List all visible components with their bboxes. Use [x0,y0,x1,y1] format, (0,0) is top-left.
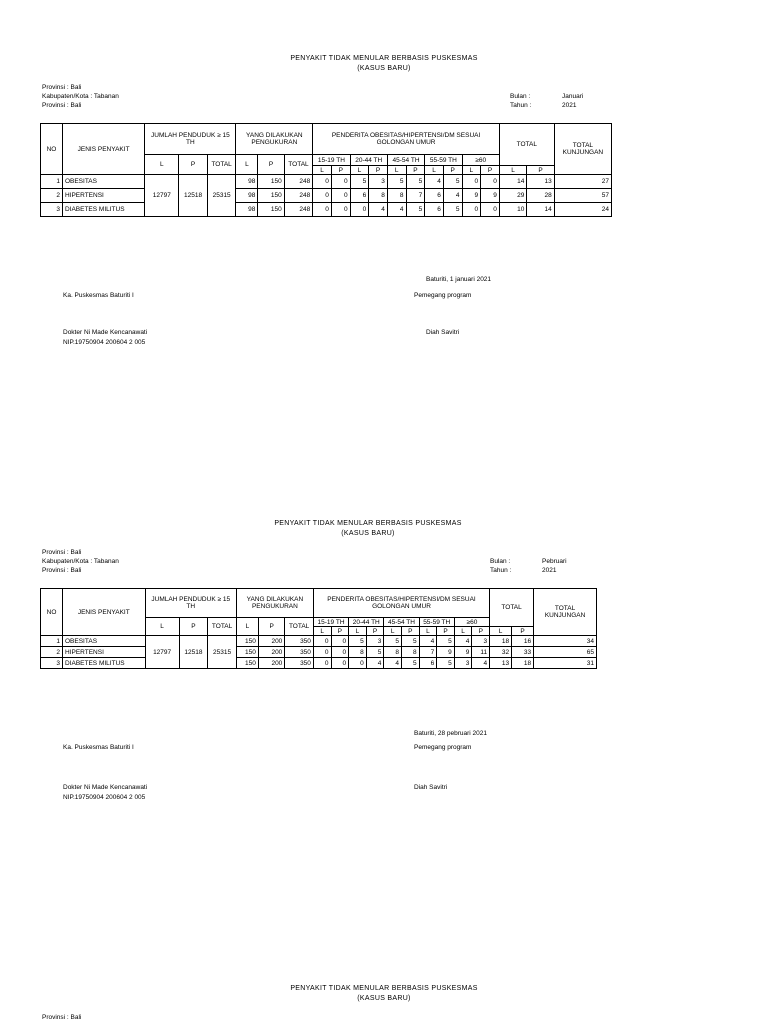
header-p: P [179,155,208,175]
header-l: L [350,166,369,175]
header-l: L [145,155,179,175]
meta-left: Provinsi : Bali [42,1014,82,1021]
sign-right-name: Diah Savitri [426,329,460,336]
table-row: 2 HIPERTENSI 150 200 350 0 0 8 5 8 8 7 9 9 11 32 33 65 [41,647,597,658]
header-no: NO [41,589,63,636]
header-p: P [258,618,284,636]
header-total: TOTAL [499,124,554,166]
header-p: P [443,166,462,175]
table-row: 3 DIABETES MILITUS 150 200 350 0 0 0 4 4 5 6 5 3 4 13 18 31 [41,658,597,669]
header-total: TOTAL [207,155,236,175]
header-age-group: 45-54 TH [387,155,424,166]
table-row: 1 OBESITAS 12797 12518 25315 150 200 350 0 0 5 3 5 5 4 5 4 3 18 16 34 [41,636,597,647]
header-l: L [462,166,481,175]
meta-right: Bulan : Pebruari Tahun : 2021 [490,558,567,574]
header-l: L [236,618,258,636]
header-total: TOTAL [284,155,313,175]
population-p: 12518 [179,175,208,217]
header-p: P [369,166,388,175]
header-jumlah: JUMLAH PENDUDUK ≥ 15 TH [145,589,236,618]
header-age-group: 55-59 TH [419,618,454,627]
header-p: P [179,618,208,636]
header-p: P [331,166,350,175]
header-p: P [472,627,490,636]
header-age-group: ≥60 [454,618,489,627]
header-l: L [313,166,332,175]
header-jumlah: JUMLAH PENDUDUK ≥ 15 TH [145,124,236,155]
header-no: NO [41,124,63,175]
header-l: L [499,166,526,175]
disease-table [40,123,612,217]
header-p: P [481,166,500,175]
header-p: P [437,627,455,636]
header-penderita: PENDERITA OBESITAS/HIPERTENSI/DM SESUAI GOLONGAN UMUR [313,124,500,155]
table-row: 1 OBESITAS 12797 12518 25315 98 150 248 0 0 5 3 5 5 4 5 0 0 14 13 27 [41,175,612,189]
header-l: L [419,627,437,636]
sign-place-date: Baturiti, 1 januari 2021 [426,276,492,283]
header-age-group: 15-19 TH [313,155,350,166]
header-p: P [258,155,284,175]
header-age-group: 55-59 TH [425,155,462,166]
header-yang: YANG DILAKUKAN PENGUKURAN [236,589,313,618]
header-l: L [490,627,512,636]
header-l: L [425,166,444,175]
disease-table [40,588,597,669]
header-total: TOTAL [285,618,314,636]
header-total: TOTAL [208,618,237,636]
table-row: 2 HIPERTENSI 98 150 248 0 0 6 8 8 7 6 4 9 9 29 28 57 [41,189,612,203]
report-title: PENYAKIT TIDAK MENULAR BERBASIS PUSKESMAS (KASUS BARU) [274,520,462,537]
header-p: P [401,627,419,636]
sign-place-date: Baturiti, 28 pebruari 2021 [414,730,487,737]
meta-left: Provinsi : Bali Kabupaten/Kota : Tabanan Provinsi : Bali [42,549,119,574]
report-january [0,0,768,500]
population-l: 12797 [145,175,179,217]
sign-left-name: Dokter Ni Made Kencanawati [63,329,148,336]
header-l: L [387,166,406,175]
sign-left-name: Dokter Ni Made Kencanawati [63,784,148,791]
report-partial [0,930,768,1024]
header-age-group: 20-44 TH [350,155,387,166]
header-p: P [527,166,554,175]
header-l: L [313,627,331,636]
sign-left-role: Ka. Puskesmas Baturiti I [63,744,134,751]
header-p: P [406,166,425,175]
report-title: PENYAKIT TIDAK MENULAR BERBASIS PUSKESMAS (KASUS BARU) [290,985,478,1002]
header-jenis: JENIS PENYAKIT [62,124,144,175]
sign-right-role: Pemegang program [414,292,472,299]
header-jenis: JENIS PENYAKIT [63,589,146,636]
header-age-group: 20-44 TH [349,618,384,627]
header-yang: YANG DILAKUKAN PENGUKURAN [236,124,313,155]
header-penderita: PENDERITA OBESITAS/HIPERTENSI/DM SESUAI GOLONGAN UMUR [313,589,489,618]
sign-left-nip: NIP.19750904 200604 2 005 [63,794,146,801]
header-l: L [145,618,179,636]
header-l: L [236,155,258,175]
header-total-kunjungan: TOTAL KUNJUNGAN [554,124,611,175]
header-l: L [384,627,402,636]
header-age-group: 45-54 TH [384,618,419,627]
header-age-group: ≥60 [462,155,499,166]
header-p: P [331,627,349,636]
header-l: L [454,627,472,636]
report-title: PENYAKIT TIDAK MENULAR BERBASIS PUSKESMAS (KASUS BARU) [290,55,478,72]
header-age-group: 15-19 TH [313,618,348,627]
sign-left-nip: NIP.19750904 200604 2 005 [63,339,146,346]
table-row: 3 DIABETES MILITUS 98 150 248 0 0 0 4 4 5 6 5 0 0 10 14 24 [41,203,612,217]
meta-left: Provinsi : Bali Kabupaten/Kota : Tabanan Provinsi : Bali [42,84,119,109]
header-total: TOTAL [490,589,534,627]
sign-right-role: Pemegang program [414,744,472,751]
header-p: P [512,627,534,636]
report-february [0,464,768,964]
sign-left-role: Ka. Puskesmas Baturiti I [63,292,134,299]
population-l: 12797 [145,636,179,669]
meta-right: Bulan : Januari Tahun : 2021 [510,93,584,109]
population-total: 25315 [207,175,236,217]
sign-right-name: Diah Savitri [414,784,448,791]
population-p: 12518 [179,636,208,669]
header-l: L [349,627,367,636]
header-total-kunjungan: TOTAL KUNJUNGAN [534,589,597,636]
population-total: 25315 [208,636,237,669]
header-p: P [366,627,384,636]
